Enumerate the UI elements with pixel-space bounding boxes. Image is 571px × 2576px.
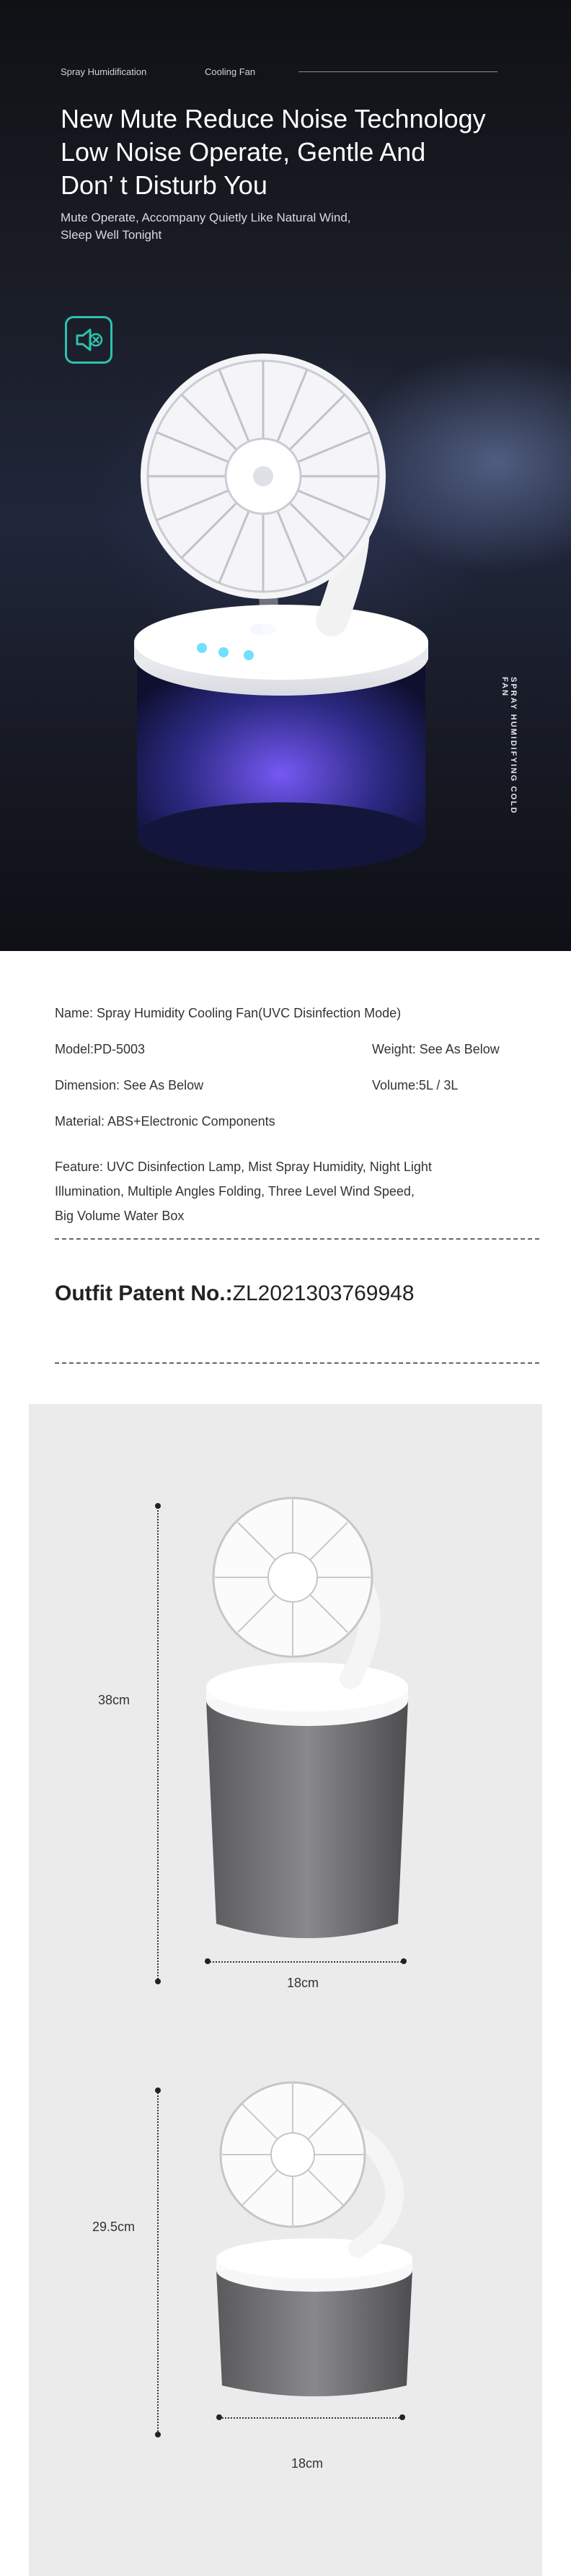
spec-dimension: Dimension: See As Below [55, 1078, 204, 1092]
hero-subtitle-line: Sleep Well Tonight [61, 228, 162, 242]
guide-endpoint [399, 2414, 405, 2420]
height-guide-line [157, 1505, 159, 1981]
speaker-mute-icon [65, 316, 112, 364]
side-product-text: SPRAY HUMIDIFYING COLD FAN [500, 677, 518, 815]
spec-volume: Volume:5L / 3L [372, 1078, 459, 1092]
guide-endpoint [216, 2414, 222, 2420]
hero-subtitle [61, 209, 493, 244]
guide-endpoint [205, 1958, 211, 1964]
spec-material: Material: ABS+Electronic Components [55, 1114, 275, 1129]
spec-feature-line: Illumination, Multiple Angles Folding, Three Level Wind Speed, [55, 1184, 415, 1199]
width-guide-line [219, 2417, 402, 2419]
large-height-label: 38cm [98, 1693, 130, 1707]
patent-label: Outfit Patent No.: [55, 1282, 233, 1305]
spec-model: Model:PD-5003 [55, 1042, 146, 1056]
tag-spray-humidification: Spray Humidification [61, 66, 147, 77]
small-unit-image [206, 2068, 437, 2407]
patent-line [55, 1282, 415, 1306]
guide-endpoint [155, 2432, 161, 2437]
width-guide-line [208, 1961, 404, 1963]
dimension-panel [29, 1404, 542, 2576]
hero-title-line: New Mute Reduce Noise Technology [61, 104, 486, 133]
hero-title-line: Don’ t Disturb You [61, 170, 267, 200]
section-divider [55, 1362, 539, 1364]
guide-endpoint [155, 2087, 161, 2093]
hero-banner [0, 0, 571, 951]
height-guide-line [157, 2090, 159, 2435]
hero-title-line: Low Noise Operate, Gentle And [61, 137, 426, 167]
hero-product-image [115, 332, 447, 909]
spec-feature-line: Big Volume Water Box [55, 1209, 185, 1223]
guide-endpoint [401, 1958, 407, 1964]
spec-feature [55, 1155, 531, 1228]
guide-endpoint [155, 1979, 161, 1984]
large-width-label: 18cm [287, 1976, 319, 1990]
topbar-divider [298, 71, 497, 72]
large-unit-image [199, 1484, 430, 1945]
small-width-label: 18cm [291, 2456, 324, 2471]
hero-title [61, 102, 551, 202]
hero-topbar [61, 66, 497, 76]
guide-endpoint [155, 1503, 161, 1509]
section-divider [55, 1238, 539, 1240]
hero-subtitle-line: Mute Operate, Accompany Quietly Like Natural Wind, [61, 211, 351, 224]
spec-weight: Weight: See As Below [372, 1042, 500, 1056]
tag-cooling-fan: Cooling Fan [205, 66, 256, 77]
spec-name: Name: Spray Humidity Cooling Fan(UVC Disinfection Mode) [55, 1006, 402, 1020]
patent-number: ZL2021303769948 [232, 1282, 415, 1305]
small-height-label: 29.5cm [92, 2220, 136, 2234]
spec-feature-line: Feature: UVC Disinfection Lamp, Mist Spray Humidity, Night Light [55, 1160, 432, 1174]
